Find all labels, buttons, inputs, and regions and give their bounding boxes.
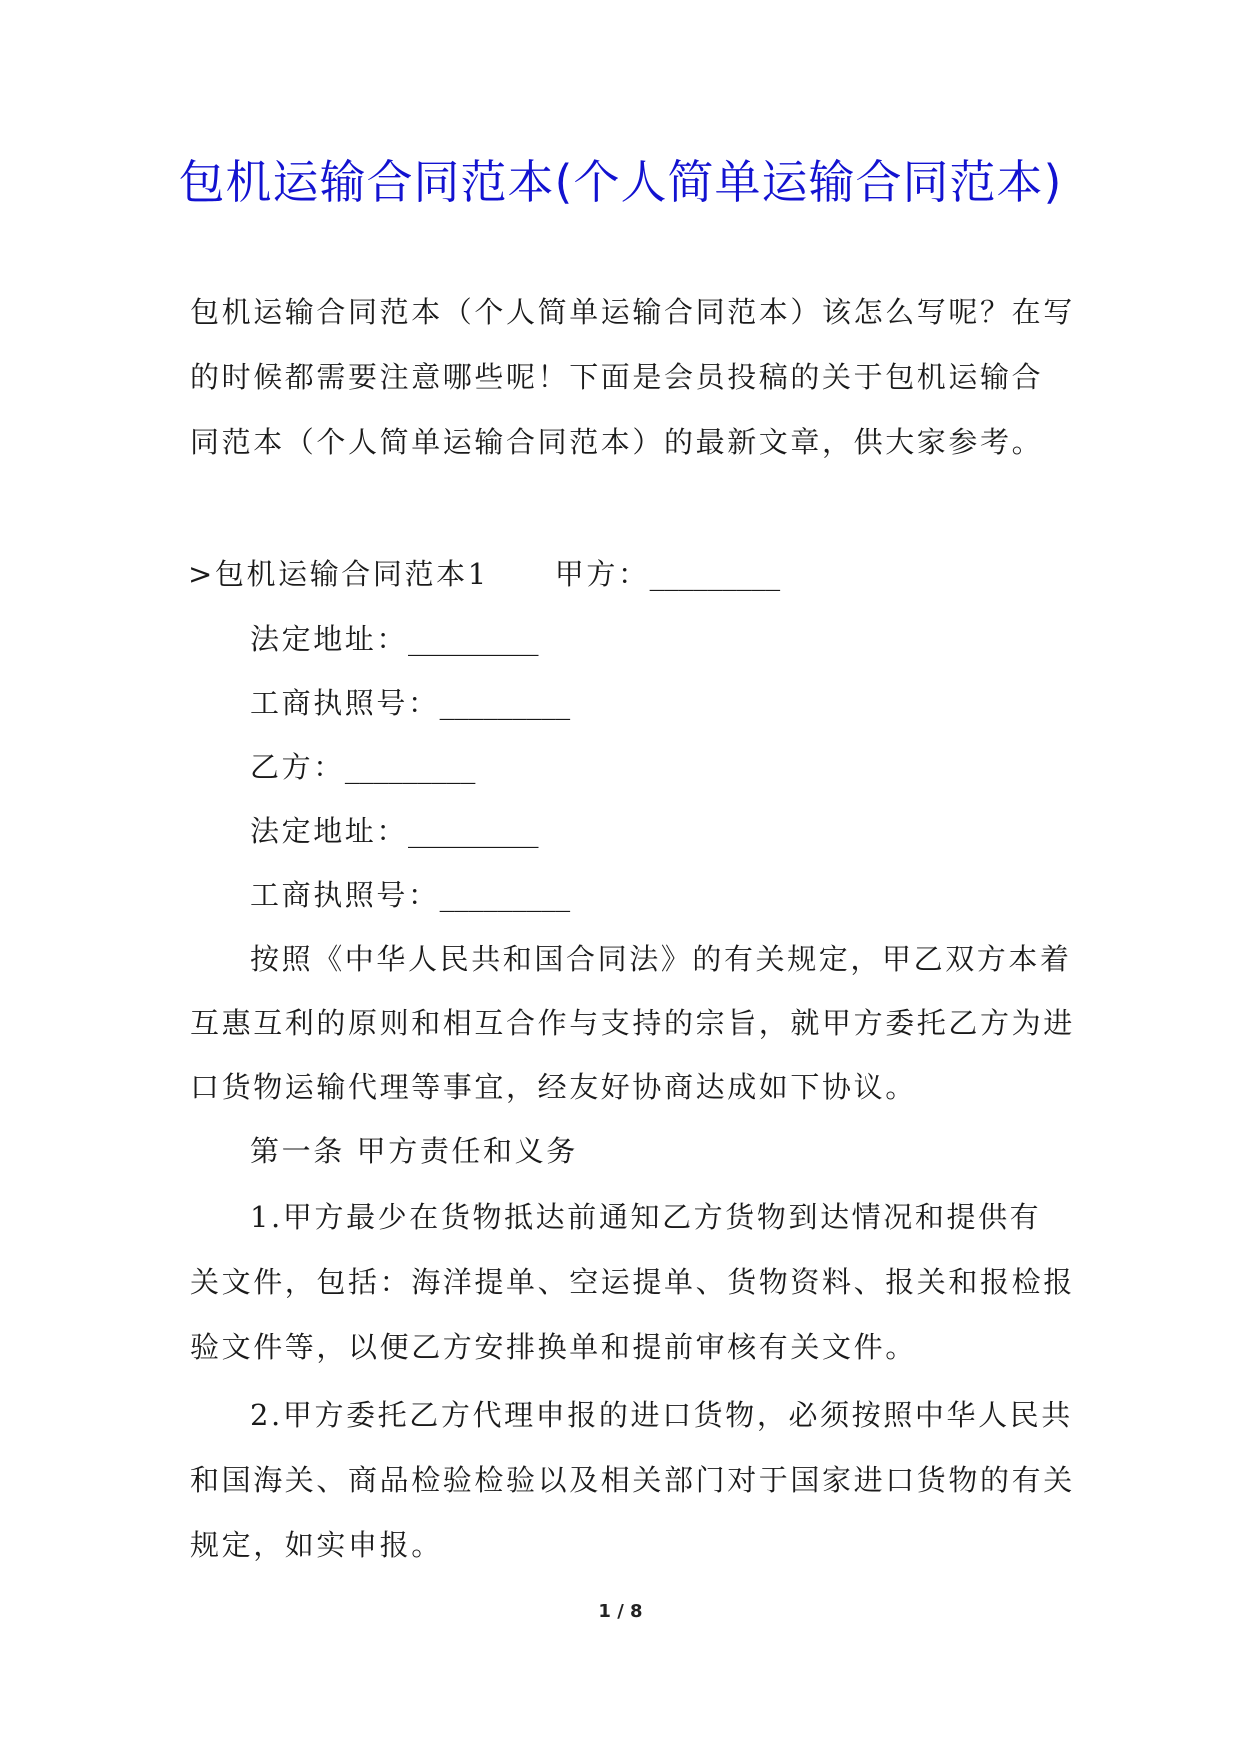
clause-line: 验文件等，以便乙方安排换单和提前审核有关文件。 — [190, 1330, 917, 1364]
clause-line: 2.甲方委托乙方代理申报的进口货物，必须按照中华人民共 — [250, 1398, 1073, 1432]
intro-line: 包机运输合同范本（个人简单运输合同范本）该怎么写呢？在写 — [190, 295, 1075, 329]
field-blank: _________ — [344, 750, 476, 784]
field-blank: _________ — [408, 622, 539, 656]
article-heading: 第一条 甲方责任和义务 — [250, 1134, 578, 1168]
document-title: 包机运输合同范本(个人简单运输合同范本) — [178, 155, 1063, 209]
party-a-label: 甲方： — [554, 557, 650, 591]
field-blank: _________ — [408, 814, 539, 848]
field-row — [250, 809, 539, 853]
field-blank: _________ — [439, 878, 571, 912]
preamble-line: 口货物运输代理等事宜，经友好协商达成如下协议。 — [190, 1070, 917, 1104]
intro-line: 的时候都需要注意哪些呢！下面是会员投稿的关于包机运输合 — [190, 360, 1044, 394]
clause-line: 和国海关、商品检验检验以及相关部门对于国家进口货物的有关 — [190, 1463, 1075, 1497]
section-heading-row — [188, 552, 780, 596]
page-number: 1 / 8 — [598, 1601, 643, 1622]
field-label: 工商执照号： — [250, 878, 440, 912]
preamble-line: 按照《中华人民共和国合同法》的有关规定，甲乙双方本着 — [250, 942, 1072, 976]
field-row — [250, 617, 539, 661]
intro-line: 同范本（个人简单运输合同范本）的最新文章，供大家参考。 — [190, 425, 1044, 459]
clause-line: 1.甲方最少在货物抵达前通知乙方货物到达情况和提供有 — [250, 1200, 1042, 1234]
field-row — [250, 873, 570, 917]
clause-line: 关文件，包括：海洋提单、空运提单、货物资料、报关和报检报 — [190, 1265, 1075, 1299]
field-row — [250, 745, 475, 789]
field-blank: _________ — [439, 686, 571, 720]
preamble-line: 互惠互利的原则和相互合作与支持的宗旨，就甲方委托乙方为进 — [190, 1006, 1075, 1040]
field-label: 法定地址： — [250, 622, 409, 656]
section-heading: >包机运输合同范本1 — [188, 557, 489, 591]
clause-line: 规定，如实申报。 — [190, 1528, 443, 1562]
field-label: 工商执照号： — [250, 686, 440, 720]
field-label: 法定地址： — [250, 814, 409, 848]
field-label: 乙方： — [250, 750, 345, 784]
field-row — [250, 681, 570, 725]
party-a-blank: _________ — [649, 557, 781, 591]
